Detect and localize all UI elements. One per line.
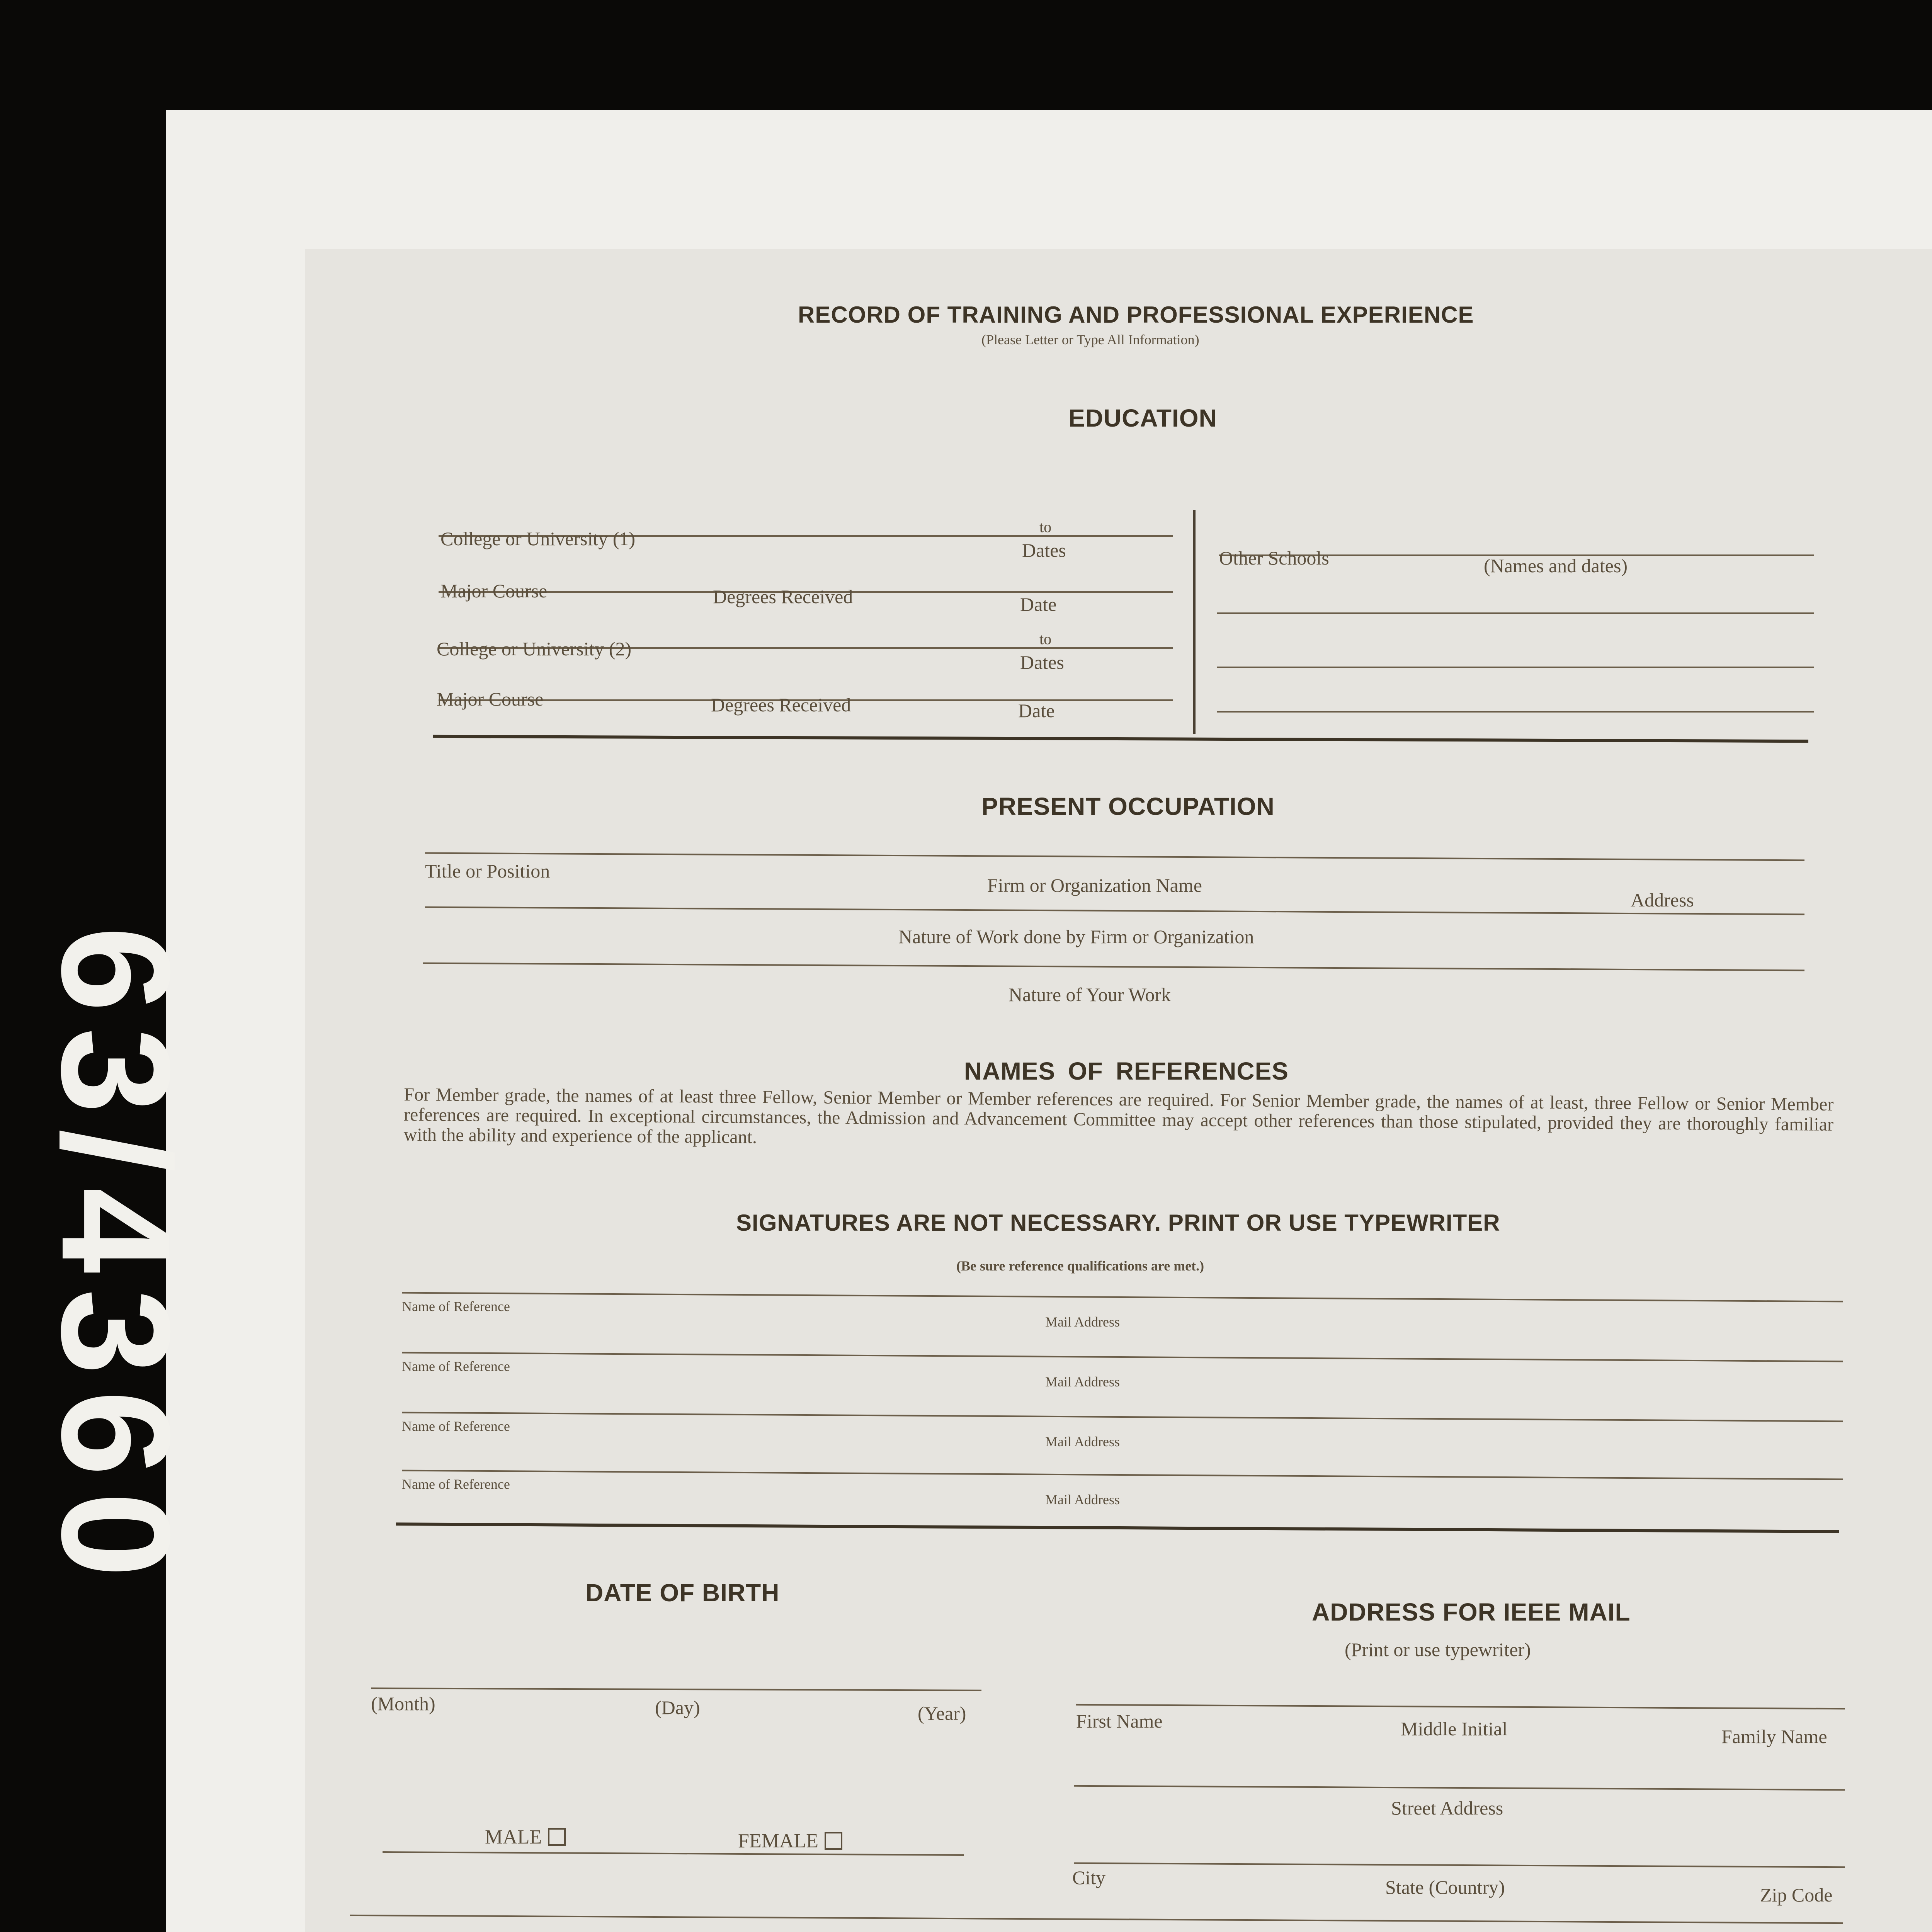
nature-firm-label: Nature of Work done by Firm or Organization <box>898 926 1254 947</box>
day-label: (Day) <box>655 1697 700 1718</box>
college1-to: to <box>1039 518 1052 536</box>
female-checkbox[interactable] <box>738 1830 842 1852</box>
month-label: (Month) <box>371 1693 435 1714</box>
year-label: (Year) <box>918 1702 966 1724</box>
qualifications-note: (Be sure reference qualifications are met.) <box>956 1258 1204 1274</box>
reference-name-label: Name of Reference <box>402 1299 510 1314</box>
other-schools-line-3[interactable] <box>1217 667 1814 668</box>
family-name-label: Family Name <box>1721 1726 1827 1747</box>
references-paragraph: For Member grade, the names of at least three Fellow, Senior Member or Member references are required. For Senior Member grade, the names of at least, three Fellow or Senior Member references are required. In exceptional circumstances, the Admission and Advancement Committee may accept other references than those stipulated, provided they are thoroughly familiar with the ability and experience of the applicant. <box>403 1084 1834 1148</box>
other-schools-label: Other Schools <box>1219 547 1329 569</box>
references-heading: NAMES OF REFERENCES <box>964 1057 1289 1085</box>
reference-name-label: Name of Reference <box>402 1476 510 1492</box>
address-label: Address <box>1631 889 1694 911</box>
male-checkbox[interactable] <box>485 1826 566 1849</box>
male-box[interactable] <box>548 1828 566 1846</box>
other-schools-line-4[interactable] <box>1217 711 1814 713</box>
reference-mail-label: Mail Address <box>1045 1374 1120 1389</box>
reference-name-label: Name of Reference <box>402 1359 510 1374</box>
title-position-label: Title or Position <box>425 860 550 882</box>
college1-dates: Dates <box>1022 539 1066 561</box>
reference-mail-label: Mail Address <box>1045 1434 1120 1449</box>
reference-mail-label: Mail Address <box>1045 1492 1120 1507</box>
first-name-label: First Name <box>1076 1710 1163 1732</box>
college2-to: to <box>1039 630 1052 648</box>
mail-heading: ADDRESS FOR IEEE MAIL <box>1312 1598 1631 1626</box>
major2-label: Major Course <box>437 688 544 710</box>
date2-label: Date <box>1018 700 1055 721</box>
degrees2-label: Degrees Received <box>711 694 851 716</box>
major1-label: Major Course <box>440 580 548 602</box>
signatures-heading: SIGNATURES ARE NOT NECESSARY. PRINT OR USE TYPEWRITER <box>736 1210 1500 1236</box>
middle-initial-label: Middle Initial <box>1401 1718 1508 1740</box>
firm-name-label: Firm or Organization Name <box>987 874 1202 896</box>
birth-heading: DATE OF BIRTH <box>585 1579 780 1607</box>
other-schools-line-2[interactable] <box>1217 612 1814 614</box>
street-label: Street Address <box>1391 1797 1503 1819</box>
male-label: MALE <box>485 1826 542 1848</box>
education-divider <box>1193 510 1196 734</box>
city-label: City <box>1072 1867 1106 1888</box>
zip-label: Zip Code <box>1760 1884 1833 1906</box>
college2-label: College or University (2) <box>437 638 632 660</box>
mail-subheading: (Print or use typewriter) <box>1345 1639 1531 1660</box>
occupation-heading: PRESENT OCCUPATION <box>981 793 1275 820</box>
college1-label: College or University (1) <box>440 528 636 549</box>
female-label: FEMALE <box>738 1830 818 1852</box>
degrees1-label: Degrees Received <box>713 586 853 607</box>
college2-dates: Dates <box>1020 651 1064 673</box>
education-heading: EDUCATION <box>1068 404 1217 432</box>
reference-name-label: Name of Reference <box>402 1418 510 1434</box>
form-subtitle: (Please Letter or Type All Information) <box>981 332 1199 347</box>
names-dates-label: (Names and dates) <box>1484 555 1628 577</box>
nature-your-label: Nature of Your Work <box>1009 984 1171 1005</box>
form-title: RECORD OF TRAINING AND PROFESSIONAL EXPERIENCE <box>798 302 1474 328</box>
state-label: State (Country) <box>1385 1876 1505 1898</box>
negative-number: 63/4360 <box>30 926 202 1593</box>
date1-label: Date <box>1020 594 1057 615</box>
female-box[interactable] <box>825 1832 842 1850</box>
reference-mail-label: Mail Address <box>1045 1314 1120 1330</box>
